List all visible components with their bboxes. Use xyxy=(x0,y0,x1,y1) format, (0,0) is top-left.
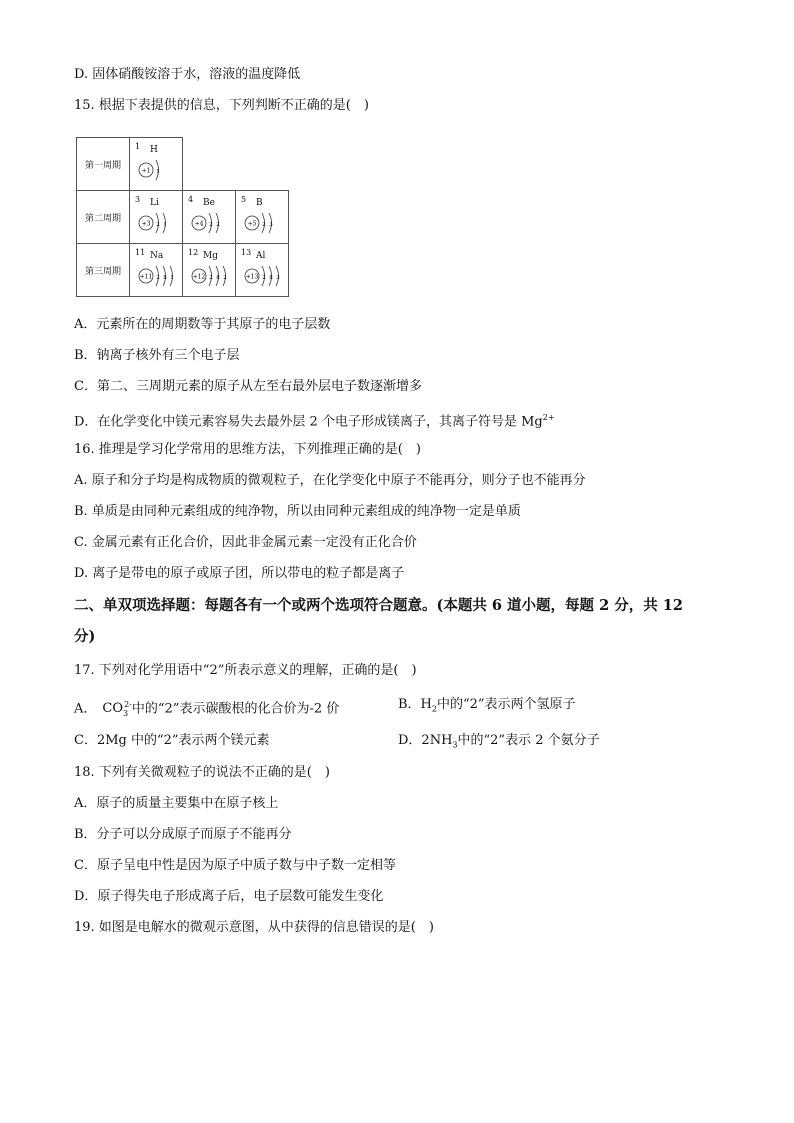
shell-electron-count: 3 xyxy=(276,275,280,281)
shell-electron-count: 3 xyxy=(269,222,273,228)
q15-option-b: B．钠离子核外有三个电子层 xyxy=(74,348,240,363)
nuclear-charge: +12 xyxy=(192,273,206,281)
nuclear-charge: +13 xyxy=(245,273,259,281)
q18-option-d: D．原子得失电子形成离子后，电子层数可能发生变化 xyxy=(74,889,384,904)
element-symbol: Be xyxy=(203,198,215,208)
atomic-structure-diagram xyxy=(138,156,178,184)
nuclear-charge: +1 xyxy=(141,167,151,175)
element-symbol: Al xyxy=(256,251,266,261)
shell-electron-count: 8 xyxy=(269,275,273,281)
element-cell-na xyxy=(130,244,183,297)
q15-stem: 15. 根据下表提供的信息，下列判断不正确的是( ) xyxy=(74,98,369,113)
q16-option-a: A. 原子和分子均是构成物质的微观粒子，在化学变化中原子不能再分，则分子也不能再分 xyxy=(74,473,586,488)
nuclear-charge: +5 xyxy=(247,220,257,228)
shell-electron-count: 1 xyxy=(163,222,167,228)
table-row-period-1 xyxy=(77,138,289,191)
section-2-heading: 二、单双项选择题：每题各有一个或两个选项符合题意。(本题共 6 道小题，每题 2 分，共 12 xyxy=(74,597,683,614)
element-symbol: Na xyxy=(150,251,164,261)
atomic-structure-diagram xyxy=(191,262,231,290)
shell-electron-count: 2 xyxy=(156,222,160,228)
shell-electron-count: 2 xyxy=(209,275,213,281)
shell-electron-count: 2 xyxy=(262,222,266,228)
q17-stem: 17. 下列对化学用语中“2”所表示意义的理解，正确的是( ) xyxy=(74,663,417,678)
element-cell-h xyxy=(130,138,183,191)
shell-electron-count: 2 xyxy=(156,275,160,281)
q16-option-b: B. 单质是由同种元素组成的纯净物，所以由同种元素组成的纯净物一定是单质 xyxy=(74,504,521,519)
q17-option-b: B．$H_2$中的“2”表示两个氢原子 xyxy=(398,697,576,714)
q18-option-c: C．原子呈电中性是因为原子中质子数与中子数一定相等 xyxy=(74,858,396,873)
section-2-heading-cont: 分) xyxy=(74,628,96,645)
nuclear-charge: +3 xyxy=(141,220,151,228)
shell-electron-count: 8 xyxy=(163,275,167,281)
nuclear-charge: +11 xyxy=(139,273,153,281)
element-symbol: H xyxy=(150,145,158,155)
atomic-number: 5 xyxy=(241,195,247,204)
element-cell-al xyxy=(236,244,289,297)
period-label-3: 第三周期 xyxy=(77,244,130,297)
element-symbol: Li xyxy=(150,198,159,208)
q17-option-a: A． $CO_3^{2-}$中的“2”表示碳酸根的化合价为-2 价 xyxy=(74,700,340,718)
shell-electron-count: 2 xyxy=(262,275,266,281)
shell-electron-count: 8 xyxy=(216,275,220,281)
q17-option-d: D．$2NH_3$中的“2”表示 2 个氨分子 xyxy=(398,733,600,750)
periodic-table-excerpt xyxy=(76,137,289,297)
q16-option-d: D. 离子是带电的原子或原子团，所以带电的粒子都是离子 xyxy=(74,566,405,581)
period-label-2: 第二周期 xyxy=(77,191,130,244)
atomic-number: 13 xyxy=(241,248,252,257)
q14-option-d: D. 固体硝酸铵溶于水，溶液的温度降低 xyxy=(74,67,301,82)
q15-option-a: A．元素所在的周期数等于其原子的电子层数 xyxy=(74,317,331,332)
element-cell-li xyxy=(130,191,183,244)
q18-option-b: B．分子可以分成原子而原子不能再分 xyxy=(74,827,292,842)
q18-option-a: A．原子的质量主要集中在原子核上 xyxy=(74,796,279,811)
shell-electron-count: 2 xyxy=(216,222,220,228)
atomic-number: 3 xyxy=(135,195,141,204)
atomic-structure-diagram xyxy=(244,209,284,237)
q17-option-c: C．2Mg 中的“2”表示两个镁元素 xyxy=(74,733,270,748)
q15-option-d: D．在化学变化中镁元素容易失去最外层 2 个电子形成镁离子，其离子符号是 $Mg^{2+}$ xyxy=(74,413,555,430)
period-label-1: 第一周期 xyxy=(77,138,130,191)
q16-stem: 16. 推理是学习化学常用的思维方法，下列推理正确的是( ) xyxy=(74,442,421,457)
atomic-number: 4 xyxy=(188,195,194,204)
shell-electron-count: 1 xyxy=(156,169,160,175)
element-cell-b xyxy=(236,191,289,244)
element-symbol: Mg xyxy=(203,251,218,261)
q15-option-c: C．第二、三周期元素的原子从左至右最外层电子数逐渐增多 xyxy=(74,379,422,394)
element-cell-mg xyxy=(183,244,236,297)
shell-electron-count: 1 xyxy=(170,275,174,281)
element-symbol: B xyxy=(256,198,263,208)
atomic-structure-diagram xyxy=(191,209,231,237)
q18-stem: 18. 下列有关微观粒子的说法不正确的是( ) xyxy=(74,765,330,780)
shell-electron-count: 2 xyxy=(223,275,227,281)
table-row-period-2 xyxy=(77,191,289,244)
nuclear-charge: +4 xyxy=(194,220,204,228)
atomic-number: 1 xyxy=(135,142,141,151)
table-row-period-3 xyxy=(77,244,289,297)
q16-option-c: C. 金属元素有正化合价，因此非金属元素一定没有正化合价 xyxy=(74,535,417,550)
shell-electron-count: 2 xyxy=(209,222,213,228)
atomic-number: 11 xyxy=(135,248,146,257)
atomic-structure-diagram xyxy=(138,262,178,290)
atomic-structure-diagram xyxy=(138,209,178,237)
element-cell-be xyxy=(183,191,236,244)
atomic-number: 12 xyxy=(188,248,199,257)
atomic-structure-diagram xyxy=(244,262,284,290)
q19-stem: 19. 如图是电解水的微观示意图，从中获得的信息错误的是( ) xyxy=(74,920,434,935)
